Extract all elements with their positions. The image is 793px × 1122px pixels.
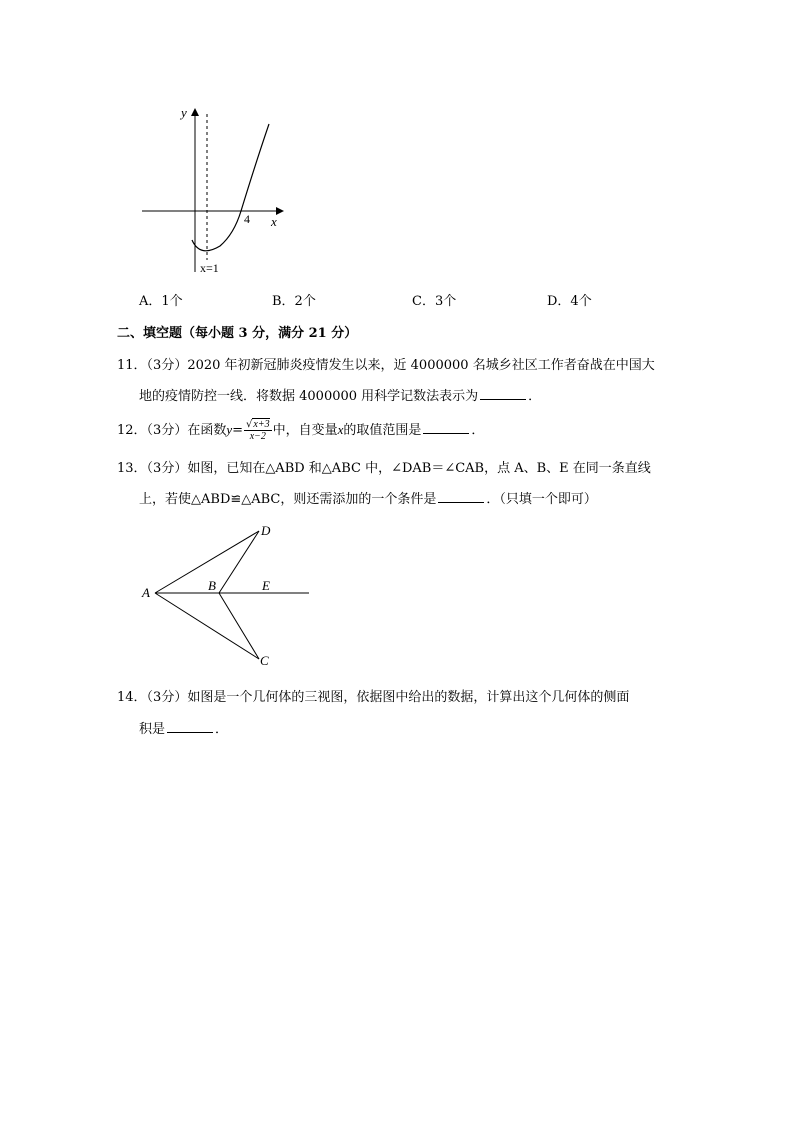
line-BD bbox=[219, 531, 259, 593]
q11-line2 bbox=[139, 385, 541, 404]
label-E: E bbox=[262, 578, 270, 593]
line-BC bbox=[219, 593, 259, 659]
q13-line1: 13．（3分）如图，已知在△ABD 和△ABC 中，∠DAB＝∠CAB，点 A、B、E 在同一条直线 bbox=[117, 461, 651, 476]
q11-end: ． bbox=[528, 389, 542, 404]
x-tick-label: 4 bbox=[244, 212, 250, 226]
symmetry-label: x=1 bbox=[200, 261, 219, 275]
q12-y: y bbox=[226, 422, 233, 437]
option-c: C．3个 bbox=[412, 294, 457, 309]
q12-numerator: x+3 bbox=[253, 419, 270, 430]
option-a: A．1个 bbox=[139, 294, 183, 309]
q12-eq: = bbox=[232, 423, 244, 438]
q12-fraction: $\frac{√x+3}{x-2}$ bbox=[246, 419, 270, 442]
line-AC bbox=[155, 593, 259, 659]
q13-text-a: 上，若使△ABD≌△ABC，则还需添加的一个条件是 bbox=[139, 492, 437, 507]
q13-text-b: ．（只填一个即可） bbox=[486, 492, 597, 507]
label-A: A bbox=[142, 585, 150, 600]
triangle-figure bbox=[135, 520, 325, 670]
q14-blank[interactable] bbox=[167, 720, 213, 733]
q14-line1: 14．（3分）如图是一个几何体的三视图，依据图中给出的数据，计算出这个几何体的侧面 bbox=[117, 690, 630, 705]
q12-line bbox=[117, 416, 484, 445]
q14-line2 bbox=[139, 718, 228, 737]
q14-text-b: ． bbox=[215, 722, 229, 737]
x-axis-arrow bbox=[276, 207, 284, 215]
q12-blank[interactable] bbox=[423, 421, 469, 434]
q12-var: x bbox=[337, 422, 344, 437]
q12-prefix: 12．（3分）在函数 bbox=[117, 423, 227, 438]
option-b: B．2个 bbox=[272, 294, 316, 309]
label-D: D bbox=[261, 523, 271, 538]
option-d: D．4个 bbox=[547, 294, 592, 309]
q11-blank[interactable] bbox=[480, 387, 526, 400]
q11-text: 地的疫情防控一线．将数据 4000000 用科学记数法表示为 bbox=[139, 389, 479, 404]
q12-suffix: 中，自变量 bbox=[272, 423, 338, 438]
q12-suffix2: 的取值范围是 bbox=[343, 423, 422, 438]
parabola-curve bbox=[192, 124, 269, 251]
label-B: B bbox=[208, 578, 216, 593]
section-title: 二、填空题（每小题 3 分，满分 21 分） bbox=[117, 326, 358, 341]
line-AD bbox=[155, 531, 259, 593]
q14-text-a: 积是 bbox=[139, 722, 166, 737]
q12-denominator: x−2 bbox=[249, 431, 266, 442]
parabola-graph bbox=[130, 100, 290, 280]
y-axis-label: y bbox=[181, 105, 187, 120]
q11-line1: 11．（3分）2020 年初新冠肺炎疫情发生以来，近 4000000 名城乡社区工作者奋战在中国大 bbox=[117, 358, 655, 373]
label-C: C bbox=[260, 653, 269, 668]
x-axis-label: x bbox=[271, 214, 277, 229]
q12-end: ． bbox=[471, 423, 485, 438]
y-axis-arrow bbox=[191, 108, 199, 116]
q13-line2 bbox=[139, 488, 597, 507]
q13-blank[interactable] bbox=[438, 490, 484, 503]
